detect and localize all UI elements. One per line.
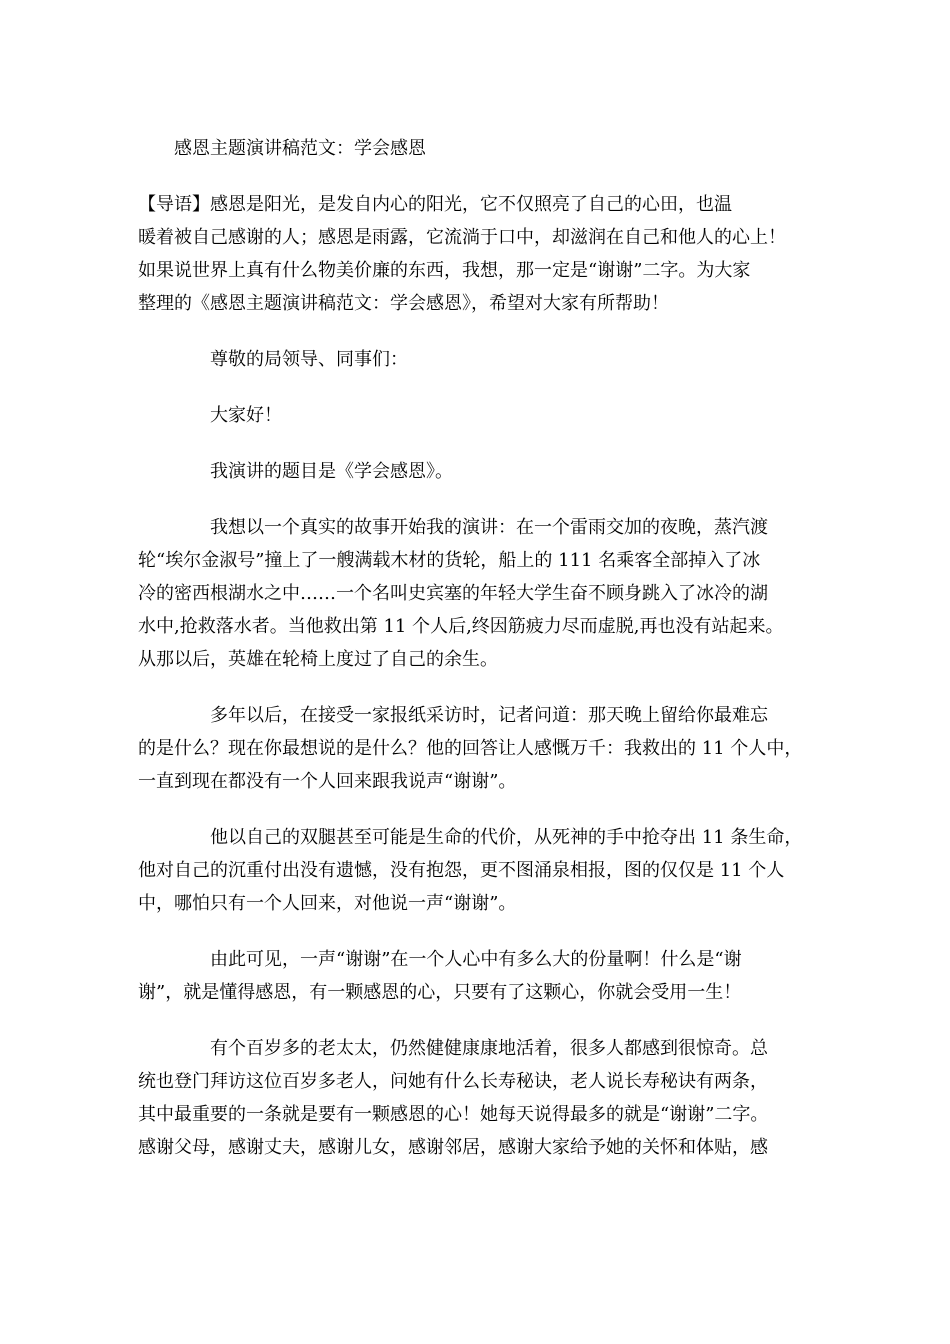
paragraph-line: 他以自己的双腿甚至可能是生命的代价，从死神的手中抢夺出 11 条生命，: [210, 827, 803, 848]
paragraph-line: 由此可见，一声“谢谢”在一个人心中有多么大的份量啊！什么是“谢: [210, 949, 742, 970]
speech-topic: 我演讲的题目是《学会感恩》。: [210, 461, 453, 482]
paragraph-line: 多年以后，在接受一家报纸采访时，记者问道：那天晚上留给你最难忘: [210, 705, 768, 726]
paragraph-line: 其中最重要的一条就是要有一颗感恩的心！她每天说得最多的就是“谢谢”二字。: [138, 1104, 769, 1125]
paragraph-line: 我想以一个真实的故事开始我的演讲：在一个雷雨交加的夜晚，蒸汽渡: [210, 517, 768, 538]
document-title: 感恩主题演讲稿范文：学会感恩: [174, 138, 426, 159]
intro-line: 如果说世界上真有什么物美价廉的东西，我想，那一定是“谢谢”二字。为大家: [138, 260, 751, 281]
paragraph-line: 一直到现在都没有一个人回来跟我说声“谢谢”。: [138, 771, 517, 792]
paragraph-line: 他对自己的沉重付出没有遗憾，没有抱怨，更不图涌泉相报，图的仅仅是 11 个人: [138, 860, 785, 881]
paragraph-line: 感谢父母，感谢丈夫，感谢儿女，感谢邻居，感谢大家给予她的关怀和体贴，感: [138, 1137, 768, 1158]
intro-line: 整理的《感恩主题演讲稿范文：学会感恩》，希望对大家有所帮助！: [138, 293, 669, 314]
paragraph-line: 从那以后，英雄在轮椅上度过了自己的余生。: [138, 649, 498, 670]
paragraph-line: 统也登门拜访这位百岁多老人，问她有什么长寿秘诀，老人说长寿秘诀有两条，: [138, 1071, 768, 1092]
salutation: 尊敬的局领导、同事们：: [210, 349, 408, 370]
paragraph-line: 中，哪怕只有一个人回来，对他说一声“谢谢”。: [138, 893, 517, 914]
intro-line: 暖着被自己感谢的人；感恩是雨露，它流淌于口中，却滋润在自己和他人的心上！: [138, 227, 786, 248]
paragraph-line: 的是什么？现在你最想说的是什么？他的回答让人感慨万千：我救出的 11 个人中，: [138, 738, 803, 759]
intro-line: 【导语】感恩是阳光，是发自内心的阳光，它不仅照亮了自己的心田，也温: [138, 194, 732, 215]
paragraph-line: 水中,抢救落水者。当他救出第 11 个人后,终因筋疲力尽而虚脱,再也没有站起来。: [138, 616, 784, 637]
paragraph-line: 有个百岁多的老太太，仍然健健康康地活着，很多人都感到很惊奇。总: [210, 1038, 768, 1059]
paragraph-line: 轮“埃尔金淑号”撞上了一艘满载木材的货轮，船上的 111 名乘客全部掉入了冰: [138, 550, 761, 571]
paragraph-line: 谢”，就是懂得感恩，有一颗感恩的心，只要有了这颗心，你就会受用一生！: [138, 982, 742, 1003]
paragraph-line: 冷的密西根湖水之中……一个名叫史宾塞的年轻大学生奋不顾身跳入了冰冷的湖: [138, 583, 768, 604]
greeting: 大家好！: [210, 405, 282, 426]
